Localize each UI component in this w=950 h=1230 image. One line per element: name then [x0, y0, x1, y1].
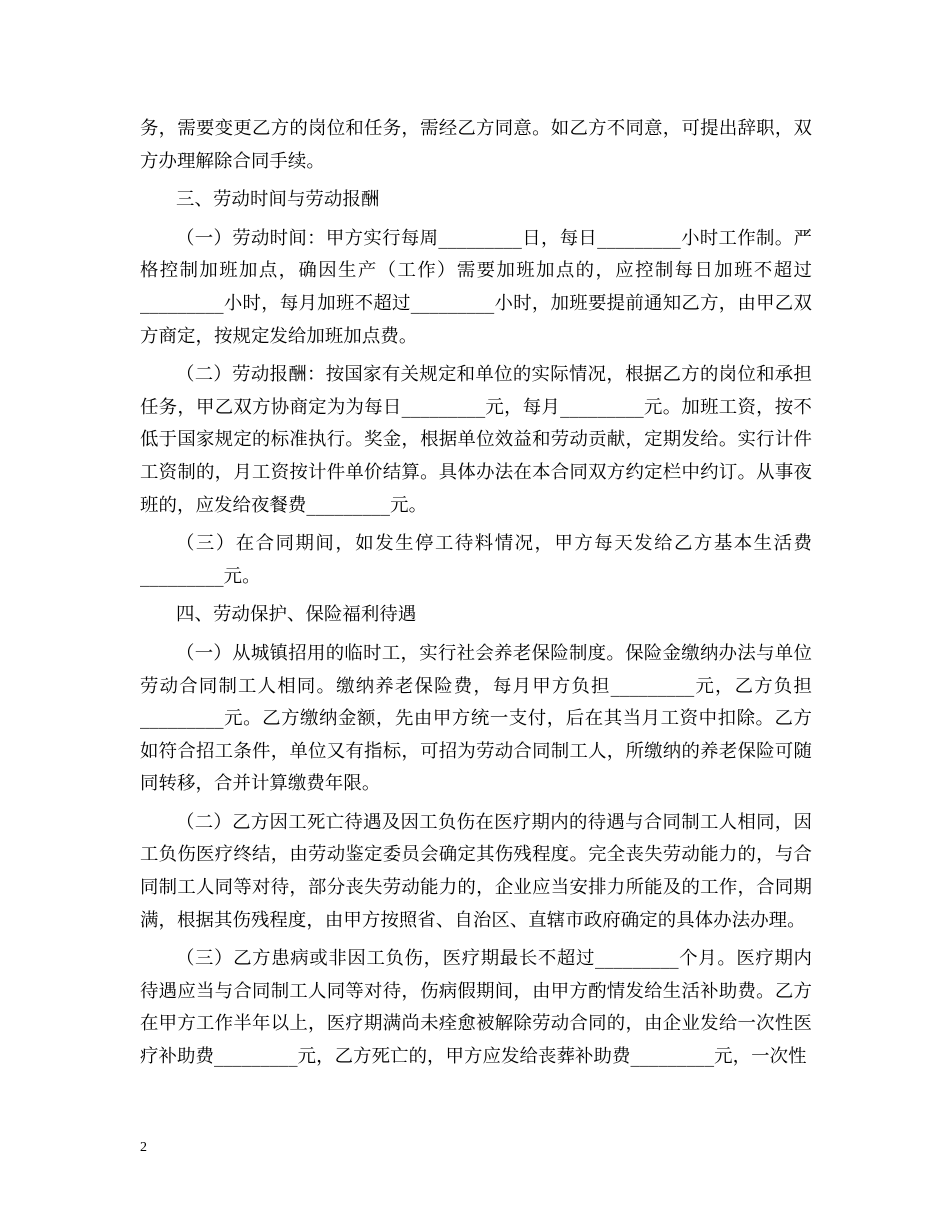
page-number: 2: [140, 1140, 147, 1155]
paragraph-work-stoppage: （三）在合同期间，如发生停工待料情况，甲方每天发给乙方基本生活费_________元。: [140, 533, 812, 587]
paragraph-1: 务，需要变更乙方的岗位和任务，需经乙方同意。如乙方不同意，可提出辞职，双方办理解除合同手续。: [140, 118, 812, 172]
section-heading-3: 三、劳动时间与劳动报酬: [176, 189, 380, 211]
paragraph-work-injury: （二）乙方因工死亡待遇及因工负伤在医疗期内的待遇与合同制工人相同，因工负伤医疗终结，由劳动鉴定委员会确定其伤残程度。完全丧失劳动能力的，与合同制工人同等对待，部分丧失劳动能力的，企业应当安排力所能及的工作，合同期满，根据其伤残程度，由甲方按照省、自治区、直辖市政府确定的具体办法办理。: [140, 811, 812, 931]
paragraph-remuneration: （二）劳动报酬：按国家有关规定和单位的实际情况，根据乙方的岗位和承担任务，甲乙双方协商定为为每日_________元，每月_________元。加班工资，按不低于国家规定的标准执行。奖金，根据单位效益和劳动贡献，定期发给。实行计件工资制的，月工资按计件单价结算。具体办法在本合同双方约定栏中约订。从事夜班的，应发给夜餐费_________元。: [140, 364, 812, 516]
document-body: [140, 113, 812, 1080]
paragraph-sick-leave: （三）乙方患病或非因工负伤，医疗期最长不超过_________个月。医疗期内待遇应当与合同制工人同等对待，伤病假期间，由甲方酌情发给生活补助费。乙方在甲方工作半年以上，医疗期满尚未痊愈被解除劳动合同的，由企业发给一次性医疗补助费_________元，乙方死亡的，甲方应发给丧葬补助费_________元，一次性: [140, 948, 812, 1068]
section-heading-4: 四、劳动保护、保险福利待遇: [176, 604, 417, 626]
paragraph-pension-insurance: （一）从城镇招用的临时工，实行社会养老保险制度。保险金缴纳办法与单位劳动合同制工人相同。缴纳养老保险费，每月甲方负担_________元，乙方负担_________元。乙方缴纳金额，先由甲方统一支付，后在其当月工资中扣除。乙方如符合招工条件，单位又有指标，可招为劳动合同制工人，所缴纳的养老保险可随同转移，合并计算缴费年限。: [140, 642, 812, 795]
paragraph-work-hours: （一）劳动时间：甲方实行每周_________日，每日_________小时工作制。严格控制加班加点，确因生产（工作）需要加班加点的，应控制每日加班不超过_________小时，每月加班不超过_________小时，加班要提前通知乙方，由甲乙双方商定，按规定发给加班加点费。: [140, 227, 812, 347]
